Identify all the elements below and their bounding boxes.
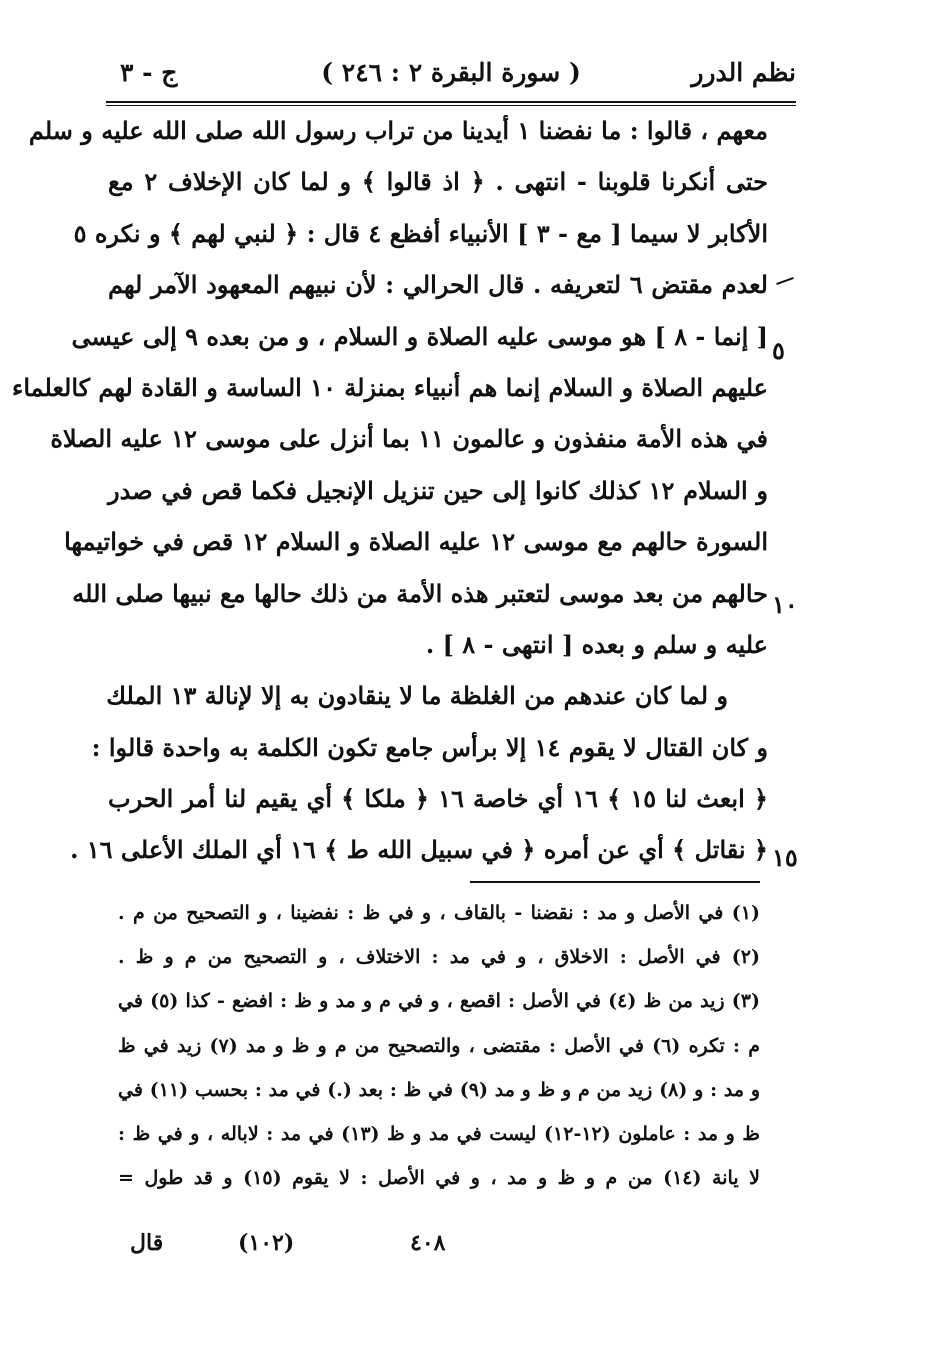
header-rule [106, 101, 796, 103]
footnote-line: ظ و مد : عاملون (١٢-١٢) ليست في مد و ظ (١٣) في مد : لاباله ، و في ظ : [118, 1122, 760, 1145]
text-line: عليهم الصلاة و السلام إنما هم أنبياء بمنزلة ١٠ الساسة و القادة لهم كالعلماء [12, 372, 768, 402]
line-number: ٥ [772, 336, 785, 365]
footnote-separator [470, 881, 760, 883]
volume-number: ج - ٣ [120, 58, 178, 87]
text-line: و لما كان عندهم من الغلظة ما لا ينقادون به إلا لإنالة ١٣ الملك [106, 681, 728, 711]
footnote-line: (٢) في الأصل : الاخلاق ، و في مد : الاختلاف ، و التصحيح من م و ظ . [118, 946, 760, 969]
text-line: ﴿ ابعث لنا ١٥ ﴾ ١٦ أي خاصة ١٦ ﴿ ملكا ﴾ أي يقيم لنا أمر الحرب [108, 784, 768, 814]
text-line: في هذه الأمة منفذون و عالمون ١١ بما أنزل على موسى ١٢ عليه الصلاة [50, 424, 768, 454]
footnote-line: م : تكره (٦) في الأصل : مقتضى ، والتصحيح من م و ظ و مد (٧) زيد في ظ [118, 1034, 760, 1057]
text-line: السورة حالهم مع موسى ١٢ عليه الصلاة و السلام ١٢ قص في خواتيمها [64, 527, 768, 557]
text-line: معهم ، قالوا : ما نفضنا ١ أيدينا من تراب رسول الله صلى الله عليه و سلم [28, 116, 768, 145]
text-line: الأكابر لا سيما [ مع - ٣ ] الأنبياء أفظع ٤ قال : ﴿ لنبي لهم ﴾ و نكره ٥ [73, 218, 768, 248]
text-line: حتى أنكرنا قلوبنا - انتهى . ﴿ اذ قالوا ﴾ و لما كان الإخلاف ٢ مع [108, 167, 769, 197]
line-number: ١٥ [772, 843, 798, 872]
signature-mark: (١٠٢) [238, 1230, 295, 1256]
text-line: و السلام ١٢ كذلك كانوا إلى حين تنزيل الإنجيل فكما قص في صدر [108, 475, 768, 505]
text-line: ﴿ نقاتل ﴾ أي عن أمره ﴿ في سبيل الله ط ﴾ ١٦ أي الملك الأعلى ١٦ . [70, 835, 768, 865]
margin-mark [776, 277, 794, 285]
header-rule-thin [106, 105, 796, 106]
text-line: [ إنما - ٨ ] هو موسى عليه الصلاة و السلام ، و من بعده ٩ إلى عيسى [71, 321, 768, 351]
surah-reference: ( سورة البقرة ٢ : ٢٤٦ ) [321, 58, 581, 87]
text-line: حالهم من بعد موسى لتعتبر هذه الأمة من ذلك حالها مع نبيها صلى الله [72, 578, 768, 608]
page-number: ٤٠٨ [410, 1230, 446, 1256]
footnotes [118, 902, 760, 1211]
book-title: نظم الدرر [691, 58, 796, 87]
footnote-line: لا يانة (١٤) من م و ظ و مد ، و في الأصل : لا يقوم (١٥) و قد طول = [118, 1167, 761, 1190]
text-line: عليه و سلم و بعده [ انتهى - ٨ ] . [425, 629, 768, 659]
main-text [12, 116, 769, 889]
footnote-line: (٣) زيد من ظ (٤) في الأصل : اقصع ، و في م و مد و ظ : افضع - كذا (٥) في [118, 990, 760, 1013]
text-line: لعدم مقتض ٦ لتعريفه . قال الحرالي : لأن نبيهم المعهود الآمر لهم [108, 270, 768, 300]
footnote-line: (١) في الأصل و مد : نقضنا - بالقاف ، و في ظ : نفضينا ، و التصحيح من م . [118, 902, 760, 924]
running-header [106, 52, 796, 96]
catchword: قال [130, 1230, 164, 1256]
line-number: ١٠ [772, 590, 798, 619]
footnote-line: و مد : و (٨) زيد من م و ظ و مد (٩) في ظ : بعد (.) في مد : بحسب (١١) في [118, 1078, 761, 1101]
text-line: و كان القتال لا يقوم ١٤ إلا برأس جامع تكون الكلمة به واحدة قالوا : [91, 732, 768, 762]
